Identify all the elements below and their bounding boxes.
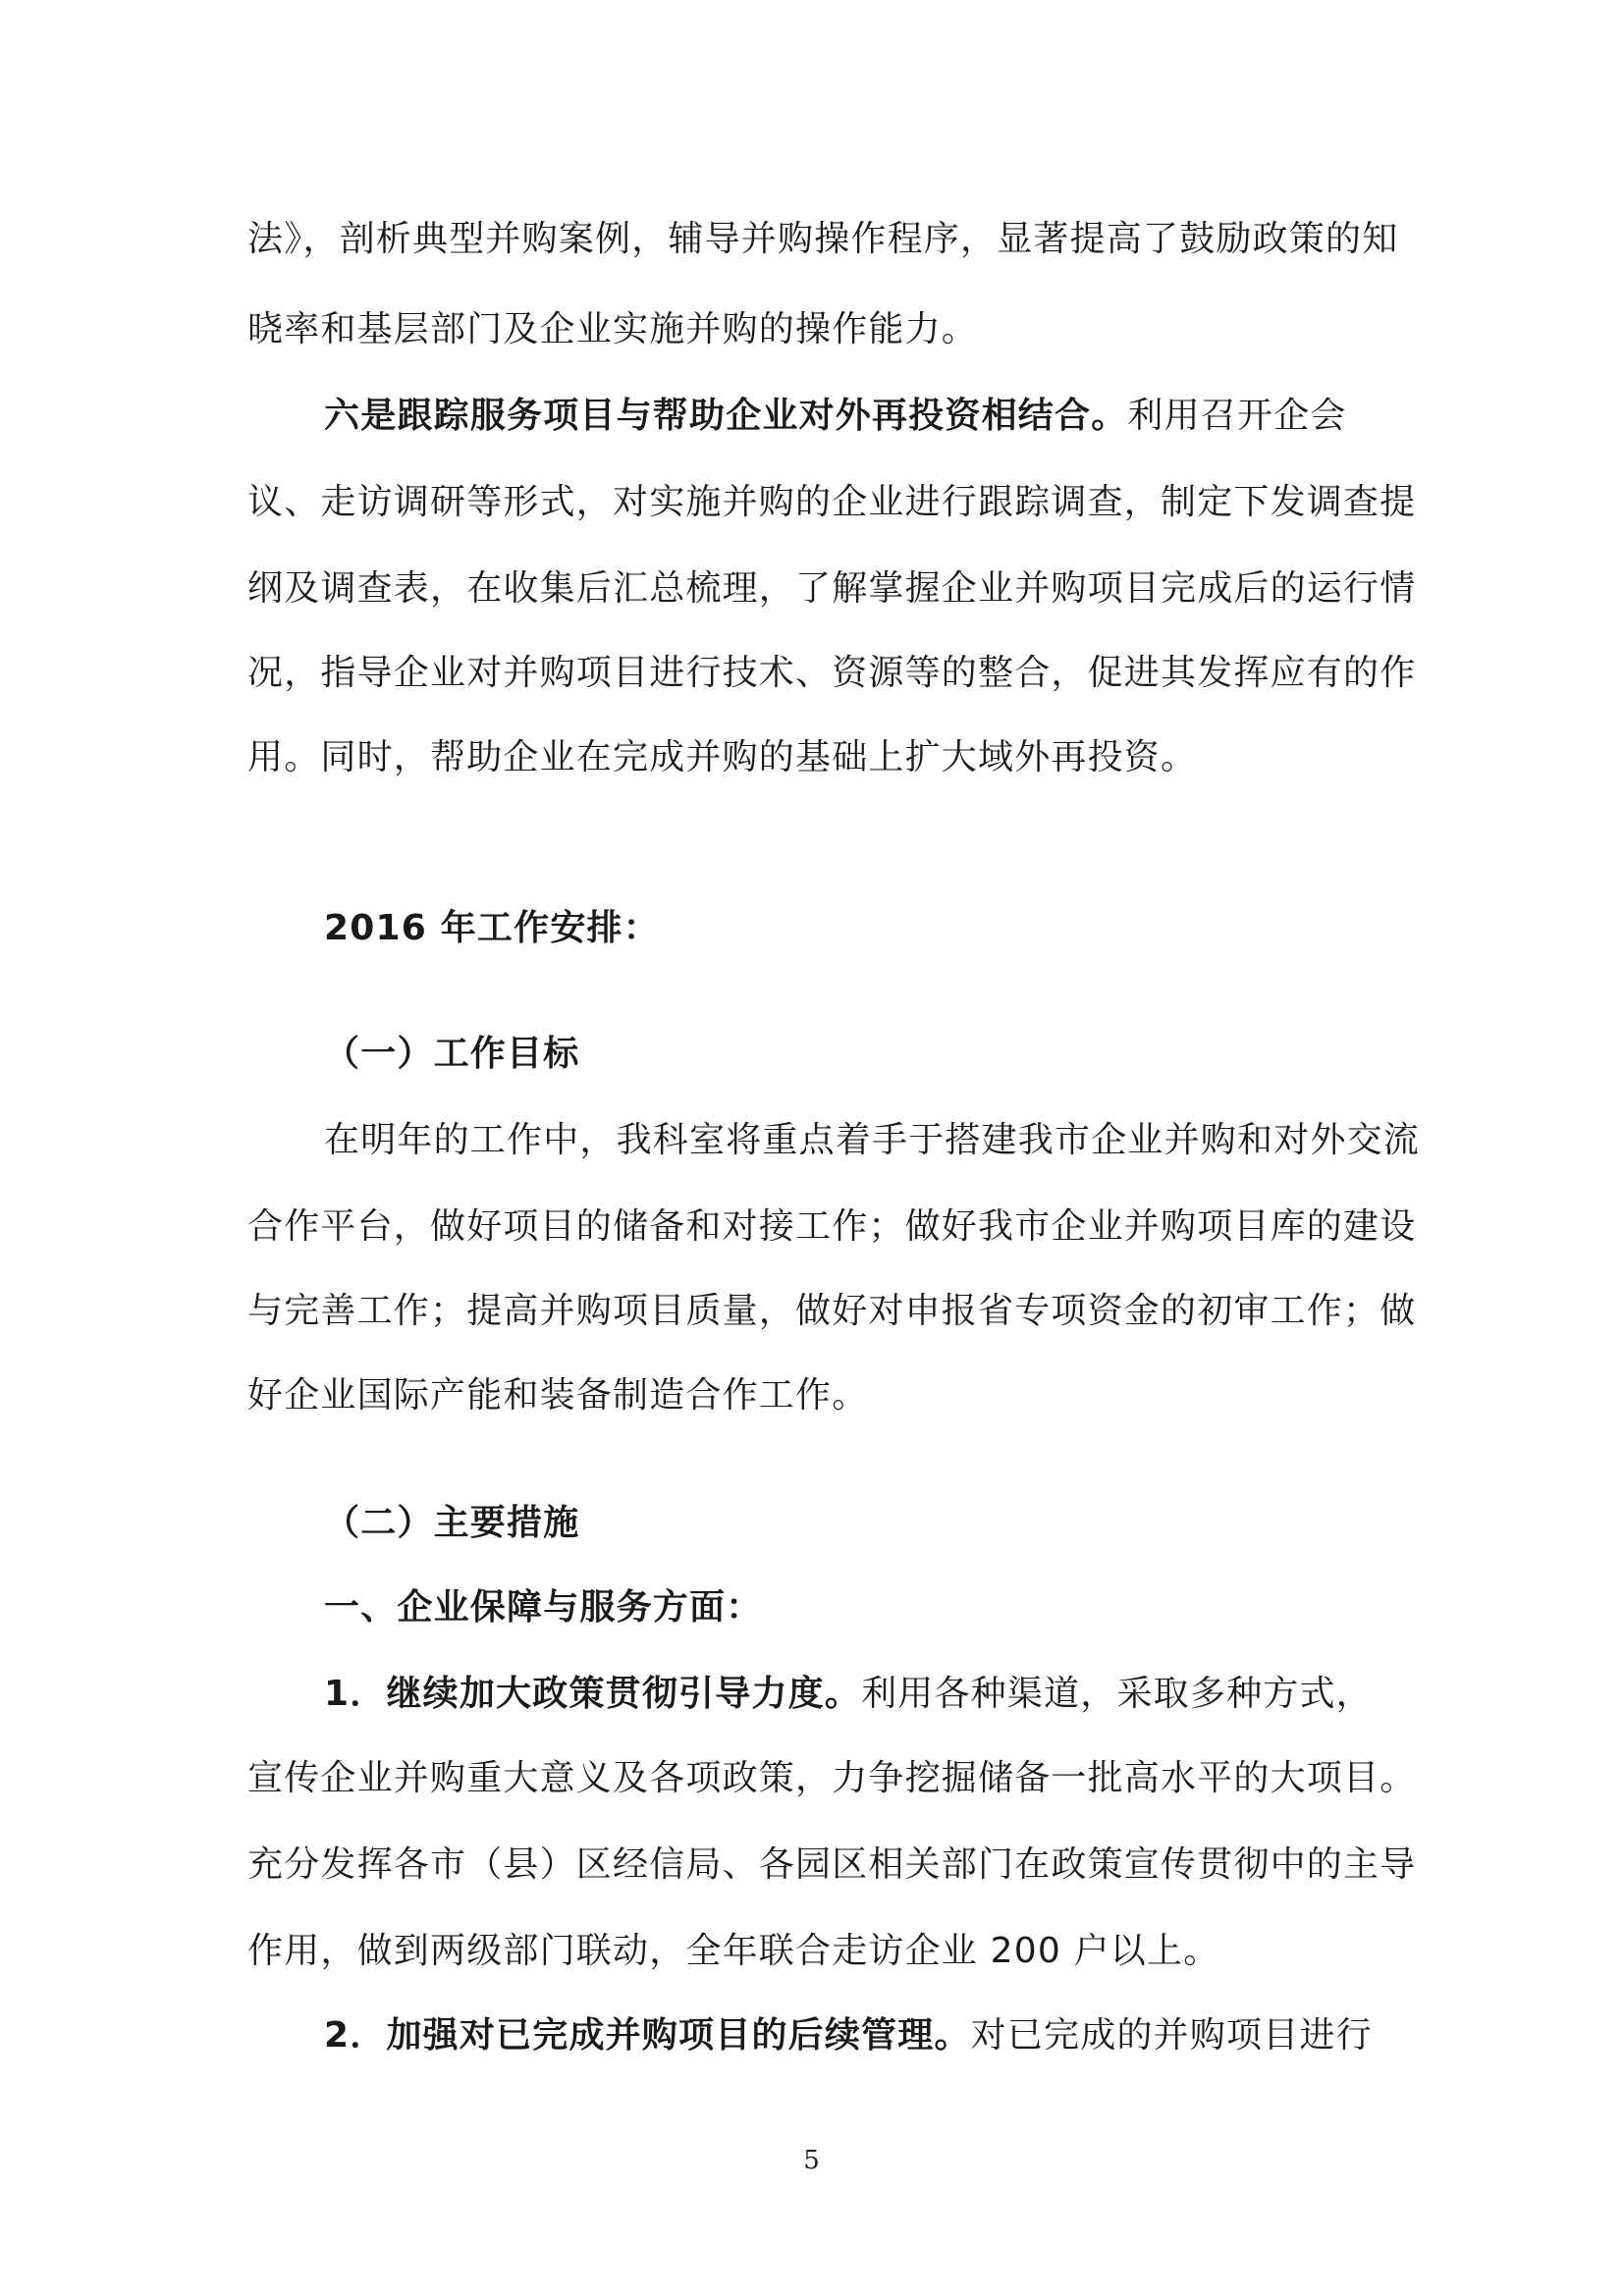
p4-line-4: 作用，做到两级部门联动，全年联合走访企业 200 户以上。 <box>247 1931 1220 1971</box>
p4-lead-rest: 利用各种渠道，采取多种方式， <box>861 1674 1373 1714</box>
p2-line-5: 用。同时，帮助企业在完成并购的基础上扩大域外再投资。 <box>247 737 1198 777</box>
p3-line-2: 合作平台，做好项目的储备和对接工作；做好我市企业并购项目库的建设 <box>247 1206 1417 1247</box>
p3-line-3: 与完善工作；提高并购项目质量，做好对申报省专项资金的初审工作；做 <box>247 1291 1417 1331</box>
p2-line-1 <box>324 395 1347 438</box>
goal-heading: （一）工作目标 <box>324 1034 580 1074</box>
p4-lead-bold: 1．继续加大政策贯彻引导力度。 <box>324 1674 862 1714</box>
page-number: 5 <box>803 2146 820 2175</box>
p1-line-2: 晓率和基层部门及企业实施并购的操作能力。 <box>247 309 979 349</box>
measures-heading: （二）主要措施 <box>324 1503 580 1543</box>
p4-line-2: 宣传企业并购重大意义及各项政策，力争挖掘储备一批高水平的大项目。 <box>247 1758 1417 1798</box>
p5-lead-rest: 对已完成的并购项目进行 <box>970 2015 1373 2056</box>
p2-line-2: 议、走访调研等形式，对实施并购的企业进行跟踪调查，制定下发调查提 <box>247 482 1417 522</box>
p4-line-3: 充分发挥各市（县）区经信局、各园区相关部门在政策宣传贯彻中的主导 <box>247 1844 1417 1885</box>
p5-lead-bold: 2．加强对已完成并购项目的后续管理。 <box>324 2015 971 2056</box>
p2-lead-rest: 利用召开企会 <box>1127 396 1347 436</box>
p4-line-1 <box>324 1673 1373 1716</box>
p2-line-4: 况，指导企业对并购项目进行技术、资源等的整合，促进其发挥应有的作 <box>247 653 1417 693</box>
section-heading-2016: 2016 年工作安排： <box>324 908 660 948</box>
p3-line-1: 在明年的工作中，我科室将重点着手于搭建我市企业并购和对外交流 <box>324 1120 1421 1160</box>
p2-lead-bold: 六是跟踪服务项目与帮助企业对外再投资相结合。 <box>324 396 1128 436</box>
sub-heading-enterprise-service: 一、企业保障与服务方面： <box>324 1587 763 1628</box>
p2-line-3: 纲及调查表，在收集后汇总梳理，了解掌握企业并购项目完成后的运行情 <box>247 568 1417 609</box>
p3-line-4: 好企业国际产能和装备制造合作工作。 <box>247 1375 869 1415</box>
p1-line-1: 法》，剖析典型并购案例，辅导并购操作程序，显著提高了鼓励政策的知 <box>247 219 1399 259</box>
p5-line-1 <box>324 2014 1373 2057</box>
